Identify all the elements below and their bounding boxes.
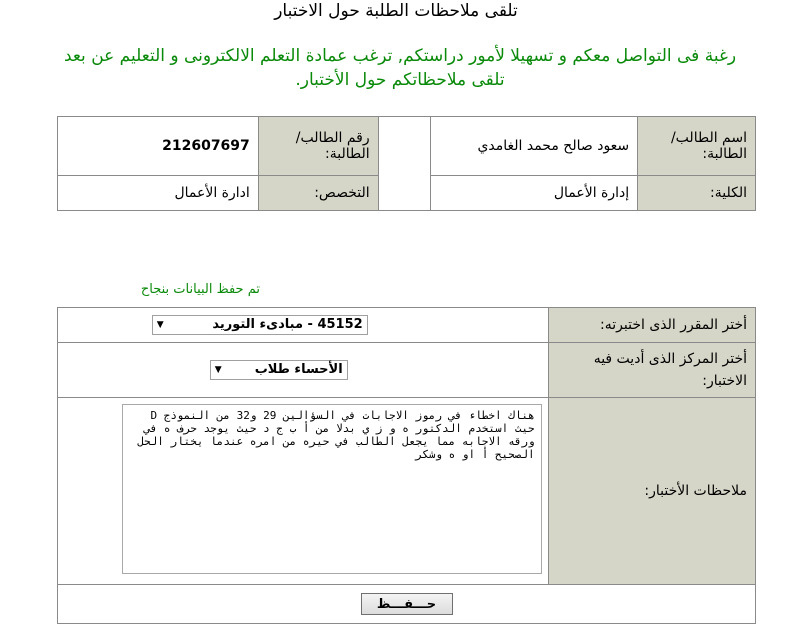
center-select[interactable] — [210, 360, 348, 380]
spacer-cell — [378, 117, 430, 211]
notes-label: ملاحظات الأختبار: — [548, 398, 755, 585]
save-row — [58, 585, 756, 624]
college-label: الكلية: — [638, 176, 756, 211]
save-button[interactable]: حـــفـــظ — [361, 593, 453, 615]
course-label: أختر المقرر الذى اختبرته: — [548, 308, 755, 343]
chevron-down-icon: ▼ — [156, 320, 164, 330]
success-message: تم حفظ البيانات بنجاح — [140, 282, 260, 297]
student-info-table — [57, 116, 756, 211]
center-cell — [58, 343, 549, 398]
student-name-label: اسم الطالب/الطالبة: — [638, 117, 756, 176]
intro-text: رغبة فى التواصل معكم و تسهيلا لأمور دراستكم, ترغب عمادة التعلم الالكترونى و التعليم عن بعد تلقى ملاحظاتكم حول الأختبار. — [63, 46, 737, 90]
center-select-value: الأحساء طلاب — [254, 362, 343, 377]
student-id-value: 212607697 — [58, 117, 259, 176]
notes-cell — [58, 398, 549, 585]
student-name-value: سعود صالح محمد الغامدي — [430, 117, 638, 176]
college-value: إدارة الأعمال — [430, 176, 638, 211]
center-label: أختر المركز الذى أديت فيه الاختبار: — [548, 343, 755, 398]
notes-textarea[interactable] — [122, 404, 542, 574]
course-cell — [58, 308, 549, 343]
feedback-form-table — [57, 307, 756, 624]
major-label: التخصص: — [258, 176, 378, 211]
student-id-label: رقم الطالب/الطالبة: — [258, 117, 378, 176]
chevron-down-icon: ▼ — [214, 365, 222, 375]
major-value: ادارة الأعمال — [58, 176, 259, 211]
page-title: تلقى ملاحظات الطلبة حول الاختبار — [274, 1, 518, 21]
course-select-value: 45152 - مبادىء التوريد — [212, 317, 363, 332]
course-select[interactable] — [152, 315, 368, 335]
